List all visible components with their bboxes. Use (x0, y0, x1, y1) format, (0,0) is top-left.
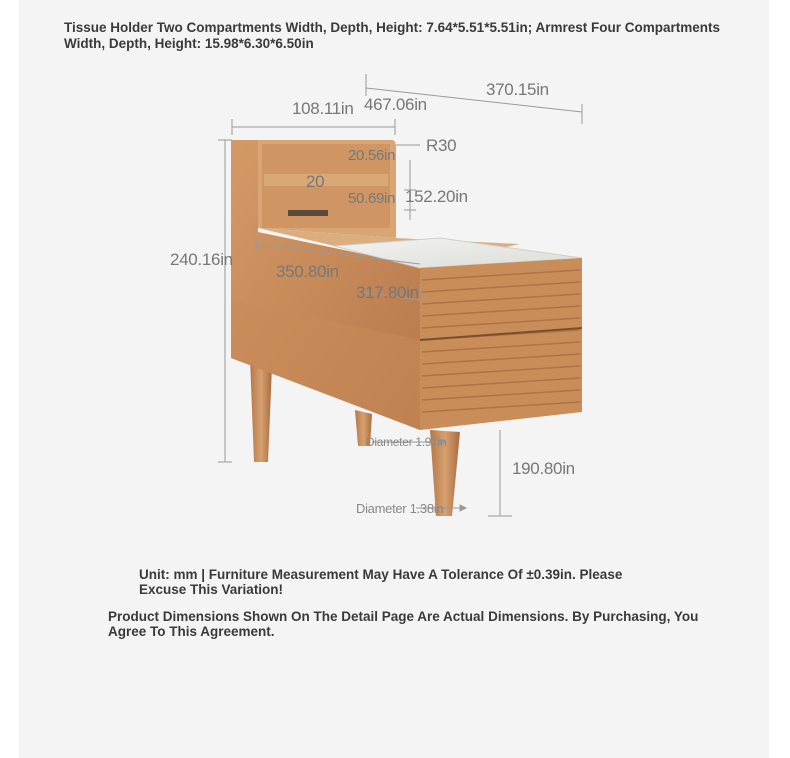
dim-slot-height: 20.56in (348, 147, 396, 164)
dim-slot-depth: 50.69in (348, 190, 396, 207)
dim-slot-gap: 20 (306, 172, 325, 191)
agreement-note: Product Dimensions Shown On The Detail Page Are Actual Dimensions. By Purchasing, You Agree To This Agreement. (108, 609, 699, 639)
back-leg-left (250, 358, 272, 462)
dim-tray-depth: 350.80in (276, 262, 339, 281)
dim-top-width: 108.11in (292, 99, 354, 118)
dim-drawer-width: 317.80in (356, 283, 419, 302)
dim-overall-depth: 370.15in (486, 80, 549, 99)
dim-corner-radius: R30 (426, 136, 457, 155)
dim-leg-diameter-upper: Diameter 1.97in (366, 435, 447, 449)
spec-header: Tissue Holder Two Compartments Width, Depth, Height: 7.64*5.51*5.51in; Armrest Four Compartments Width, Depth, Height: 15.98*6.30*6.50in (64, 20, 720, 51)
dim-total-height: 240.16in (170, 250, 233, 269)
dim-compartment-height: 152.20in (405, 187, 468, 206)
dim-leg-height: 190.80in (512, 459, 575, 478)
unit-tolerance-note: Unit: mm | Furniture Measurement May Have A Tolerance Of ±0.39in. Please Excuse This Variation! (139, 567, 623, 597)
dim-leg-diameter-lower: Diameter 1.38in (356, 501, 444, 516)
dim-top-small-width: 467.06in (364, 95, 427, 114)
